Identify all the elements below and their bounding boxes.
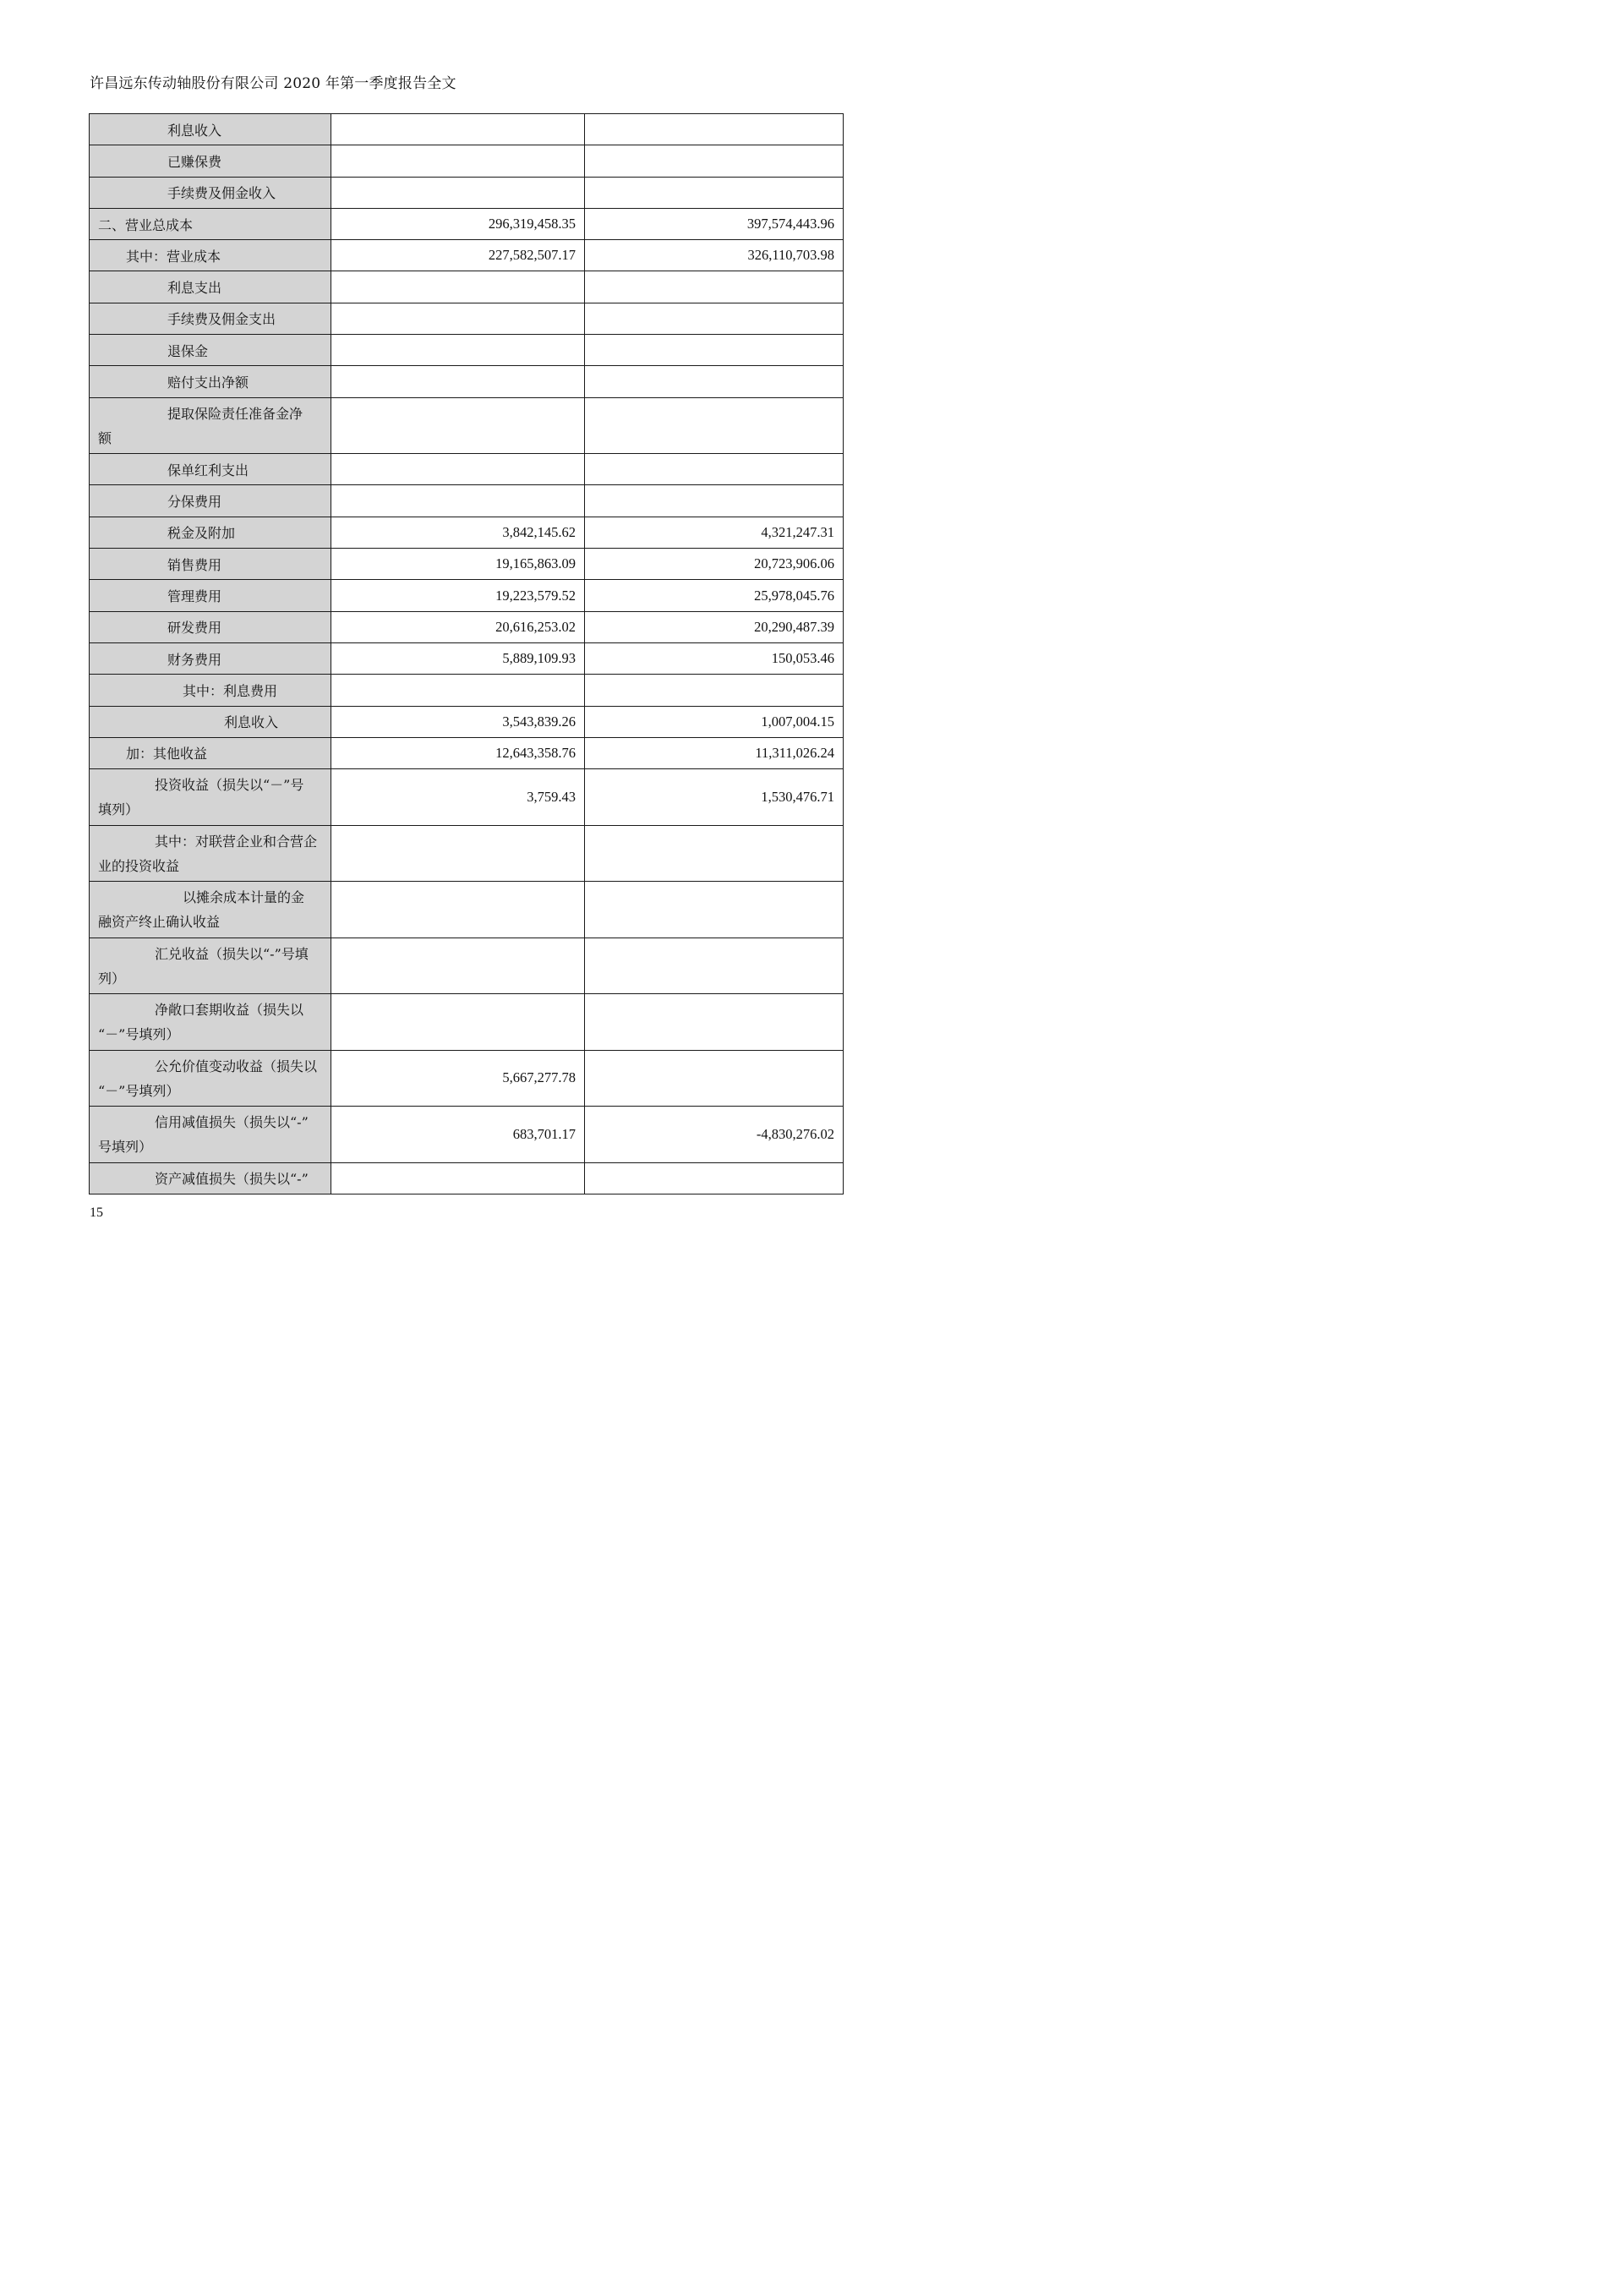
row-label-continuation: 额 <box>98 429 112 446</box>
current-period-value <box>331 994 585 1051</box>
current-period-value <box>331 271 585 303</box>
row-label: 已赚保费 <box>167 153 222 170</box>
row-label: 退保金 <box>167 342 209 359</box>
current-period-value: 683,701.17 <box>331 1107 585 1163</box>
row-label: 财务费用 <box>167 651 222 668</box>
row-label: 加：其他收益 <box>126 746 208 763</box>
previous-period-value: 11,311,026.24 <box>585 737 844 768</box>
current-period-value <box>331 397 585 454</box>
table-row <box>90 642 844 674</box>
previous-period-value <box>585 335 844 366</box>
row-label-cell <box>90 580 331 611</box>
previous-period-value: 397,574,443.96 <box>585 208 844 239</box>
row-label-continuation: 融资产终止确认收益 <box>98 914 221 931</box>
row-label-cell <box>90 240 331 271</box>
previous-period-value <box>585 177 844 208</box>
previous-period-value <box>585 994 844 1051</box>
previous-period-value <box>585 1050 844 1107</box>
row-label-cell <box>90 366 331 397</box>
row-label: 手续费及佣金支出 <box>167 311 276 328</box>
table-row <box>90 737 844 768</box>
table-row <box>90 517 844 548</box>
previous-period-value: 20,723,906.06 <box>585 549 844 580</box>
row-label-cell <box>90 517 331 548</box>
table-row <box>90 580 844 611</box>
table-row <box>90 706 844 737</box>
row-label-cell <box>90 938 331 994</box>
row-label: 利息收入 <box>167 122 222 139</box>
row-label-cell <box>90 769 331 826</box>
table-row <box>90 938 844 994</box>
current-period-value <box>331 454 585 485</box>
previous-period-value <box>585 271 844 303</box>
current-period-value: 296,319,458.35 <box>331 208 585 239</box>
previous-period-value: 4,321,247.31 <box>585 517 844 548</box>
previous-period-value <box>585 1162 844 1194</box>
table-row <box>90 1050 844 1107</box>
table-row <box>90 769 844 826</box>
table-row <box>90 397 844 454</box>
current-period-value <box>331 303 585 334</box>
current-period-value: 19,223,579.52 <box>331 580 585 611</box>
table-row <box>90 1107 844 1163</box>
current-period-value <box>331 675 585 706</box>
current-period-value <box>331 938 585 994</box>
row-label-cell <box>90 335 331 366</box>
current-period-value <box>331 1162 585 1194</box>
table-row <box>90 825 844 882</box>
row-label: 其中：营业成本 <box>126 248 221 265</box>
current-period-value: 5,667,277.78 <box>331 1050 585 1107</box>
table-row <box>90 485 844 517</box>
table-row <box>90 177 844 208</box>
row-label: 其中：利息费用 <box>183 682 278 699</box>
row-label-cell <box>90 642 331 674</box>
row-label-cell <box>90 706 331 737</box>
previous-period-value: 25,978,045.76 <box>585 580 844 611</box>
table-row <box>90 675 844 706</box>
row-label-continuation: 列） <box>98 970 126 987</box>
report-header-title: 许昌远东传动轴股份有限公司 2020 年第一季度报告全文 <box>90 75 456 92</box>
current-period-value <box>331 335 585 366</box>
row-label-cell <box>90 271 331 303</box>
table-row <box>90 994 844 1051</box>
row-label-cell <box>90 675 331 706</box>
current-period-value <box>331 825 585 882</box>
row-label: 资产减值损失（损失以“-” <box>155 1171 309 1188</box>
row-label: 提取保险责任准备金净 <box>167 405 303 422</box>
row-label-cell <box>90 994 331 1051</box>
row-label-cell <box>90 549 331 580</box>
current-period-value <box>331 177 585 208</box>
row-label: 利息收入 <box>224 714 279 731</box>
row-label: 净敞口套期收益（损失以 <box>155 1002 304 1019</box>
row-label-cell <box>90 177 331 208</box>
table-row <box>90 366 844 397</box>
current-period-value: 3,842,145.62 <box>331 517 585 548</box>
row-label-cell <box>90 882 331 938</box>
row-label-cell <box>90 737 331 768</box>
row-label-cell <box>90 114 331 145</box>
row-label: 投资收益（损失以“－”号 <box>155 777 304 794</box>
table-row <box>90 335 844 366</box>
page-number: 15 <box>90 1205 103 1220</box>
row-label-cell <box>90 208 331 239</box>
previous-period-value <box>585 397 844 454</box>
current-period-value: 12,643,358.76 <box>331 737 585 768</box>
previous-period-value <box>585 825 844 882</box>
row-label-continuation: 填列） <box>98 801 139 818</box>
row-label-cell <box>90 397 331 454</box>
table-row <box>90 611 844 642</box>
row-label: 其中：对联营企业和合营企 <box>155 833 318 850</box>
row-label: 二、营业总成本 <box>98 216 194 233</box>
row-label: 手续费及佣金收入 <box>167 185 276 202</box>
income-statement-table <box>89 113 844 1194</box>
row-label-continuation: “－”号填列） <box>98 1082 180 1099</box>
current-period-value: 5,889,109.93 <box>331 642 585 674</box>
previous-period-value <box>585 485 844 517</box>
table-row <box>90 271 844 303</box>
previous-period-value <box>585 303 844 334</box>
previous-period-value: 326,110,703.98 <box>585 240 844 271</box>
previous-period-value <box>585 454 844 485</box>
previous-period-value <box>585 114 844 145</box>
row-label: 税金及附加 <box>167 525 236 542</box>
row-label: 信用减值损失（损失以“-” <box>155 1114 309 1131</box>
row-label-continuation: “－”号填列） <box>98 1026 180 1043</box>
row-label: 汇兑收益（损失以“-”号填 <box>155 945 309 962</box>
row-label-cell <box>90 1107 331 1163</box>
current-period-value <box>331 485 585 517</box>
table-row <box>90 882 844 938</box>
previous-period-value <box>585 882 844 938</box>
row-label-continuation: 号填列） <box>98 1139 153 1156</box>
row-label: 以摊余成本计量的金 <box>183 889 305 906</box>
table-row <box>90 303 844 334</box>
row-label: 赔付支出净额 <box>167 374 249 391</box>
row-label-cell <box>90 825 331 882</box>
current-period-value: 3,543,839.26 <box>331 706 585 737</box>
row-label-cell <box>90 485 331 517</box>
row-label: 利息支出 <box>167 280 222 297</box>
current-period-value: 3,759.43 <box>331 769 585 826</box>
previous-period-value <box>585 675 844 706</box>
row-label-continuation: 业的投资收益 <box>98 857 180 874</box>
previous-period-value <box>585 938 844 994</box>
row-label: 管理费用 <box>167 588 222 604</box>
row-label: 分保费用 <box>167 494 222 511</box>
table-row <box>90 145 844 177</box>
table-row <box>90 549 844 580</box>
row-label: 保单红利支出 <box>167 462 249 478</box>
current-period-value: 227,582,507.17 <box>331 240 585 271</box>
row-label-cell <box>90 145 331 177</box>
table-row <box>90 114 844 145</box>
current-period-value <box>331 366 585 397</box>
previous-period-value <box>585 145 844 177</box>
previous-period-value: -4,830,276.02 <box>585 1107 844 1163</box>
row-label-cell <box>90 1050 331 1107</box>
row-label: 公允价值变动收益（损失以 <box>155 1058 318 1074</box>
current-period-value <box>331 145 585 177</box>
previous-period-value: 1,530,476.71 <box>585 769 844 826</box>
table-row <box>90 208 844 239</box>
table-row <box>90 240 844 271</box>
current-period-value: 19,165,863.09 <box>331 549 585 580</box>
table-row <box>90 454 844 485</box>
row-label-cell <box>90 454 331 485</box>
current-period-value: 20,616,253.02 <box>331 611 585 642</box>
previous-period-value: 1,007,004.15 <box>585 706 844 737</box>
current-period-value <box>331 114 585 145</box>
table-row <box>90 1162 844 1194</box>
current-period-value <box>331 882 585 938</box>
previous-period-value: 150,053.46 <box>585 642 844 674</box>
row-label-cell <box>90 1162 331 1194</box>
row-label: 研发费用 <box>167 620 222 637</box>
row-label-cell <box>90 611 331 642</box>
previous-period-value <box>585 366 844 397</box>
row-label-cell <box>90 303 331 334</box>
row-label: 销售费用 <box>167 556 222 573</box>
previous-period-value: 20,290,487.39 <box>585 611 844 642</box>
